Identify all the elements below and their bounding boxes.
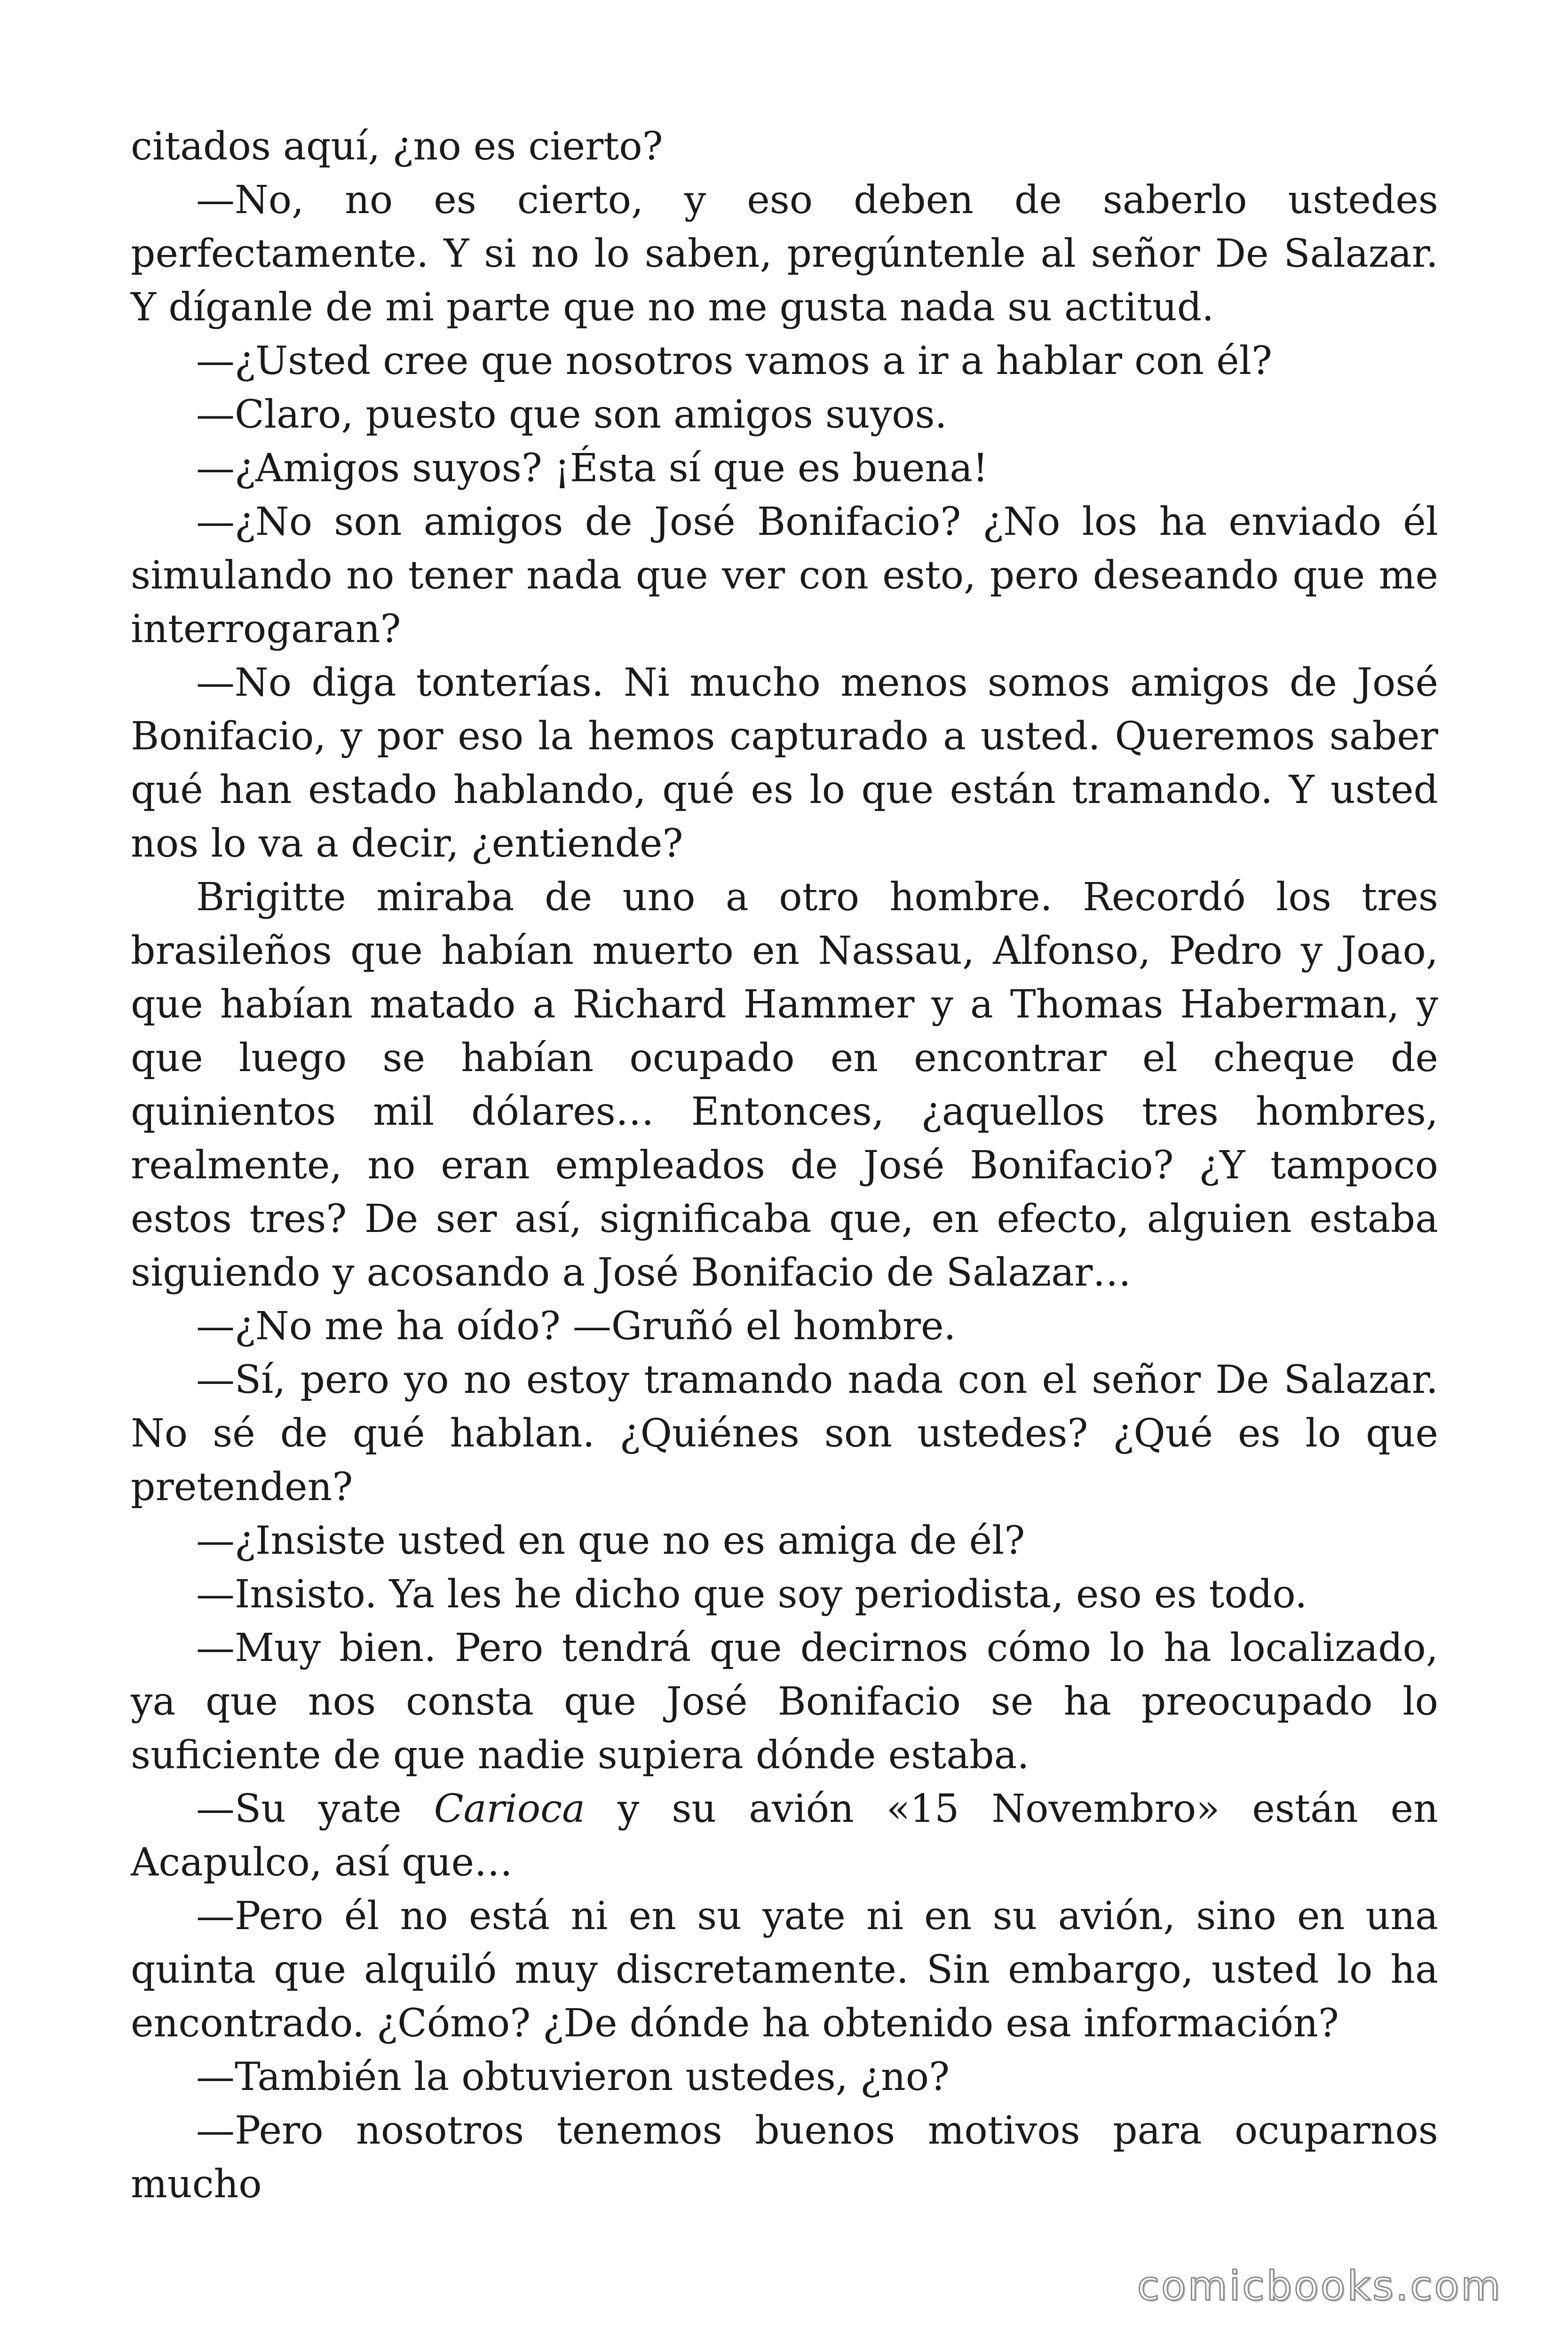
paragraph: —Pero él no está ni en su yate ni en su avión, sino en una quinta que alquiló muy discretamente. Sin embargo, usted lo ha encontrado. ¿Cómo? ¿De dónde ha obtenido esa información? [131,1894,1438,2046]
paragraph: —¿Insiste usted en que no es amiga de él? [196,1518,1025,1563]
paragraph: —Claro, puesto que son amigos suyos. [196,392,947,437]
paragraph: Brigitte miraba de uno a otro hombre. Recordó los tres brasileños que habían muerto en Nassau, Alfonso, Pedro y Joao, que habían matado a Richard Hammer y a Thomas Haberman, y que luego se habían ocupado en encontrar el cheque de quinientos mil dólares… Entonces, ¿aquellos tres hombres, realmente, no eran empleados de José Bonifacio? ¿Y tampoco estos tres? De ser así, significaba que, en efecto, alguien estaba siguiendo y acosando a José Bonifacio de Salazar… [131,875,1438,1295]
paragraph: —¿No son amigos de José Bonifacio? ¿No los ha enviado él simulando no tener nada que ver con esto, pero deseando que me interrogaran? [131,500,1438,652]
body-text [131,120,1438,2211]
paragraph: —No diga tonterías. Ni mucho menos somos amigos de José Bonifacio, y por eso la hemos capturado a usted. Queremos saber qué han estado hablando, qué es lo que están tramando. Y usted nos lo va a decir, ¿entiende? [131,660,1438,866]
paragraph-text: —Su yate [196,1787,434,1831]
paragraph: citados aquí, ¿no es cierto? [131,124,663,169]
paragraph: —¿Amigos suyos? ¡Ésta sí que es buena! [196,446,989,491]
paragraph: —Sí, pero yo no estoy tramando nada con el señor De Salazar. No sé de qué hablan. ¿Quiénes son ustedes? ¿Qué es lo que pretenden? [131,1358,1438,1510]
paragraph: —¿Usted cree que nosotros vamos a ir a hablar con él? [196,339,1272,383]
watermark: comicbooks.com [1137,2263,1502,2310]
paragraph-text: y su avión «15 Novembro» están en Acapulco, así que… [131,1787,1439,1885]
paragraph: —Pero nosotros tenemos buenos motivos para ocuparnos mucho [131,2108,1438,2207]
paragraph: —¿No me ha oído? —Gruñó el hombre. [196,1304,956,1349]
yacht-name: Carioca [434,1787,585,1831]
paragraph: —Insisto. Ya les he dicho que soy periodista, eso es todo. [196,1572,1307,1617]
paragraph: —Muy bien. Pero tendrá que decirnos cómo lo ha localizado, ya que nos consta que José Bonifacio se ha preocupado lo suficiente de que nadie supiera dónde estaba. [131,1626,1438,1778]
paragraph [131,1782,1438,1890]
paragraph: —También la obtuvieron ustedes, ¿no? [196,2055,950,2099]
paragraph: —No, no es cierto, y eso deben de saberlo ustedes perfectamente. Y si no lo saben, pregúntenle al señor De Salazar. Y díganle de mi parte que no me gusta nada su actitud. [131,178,1438,330]
